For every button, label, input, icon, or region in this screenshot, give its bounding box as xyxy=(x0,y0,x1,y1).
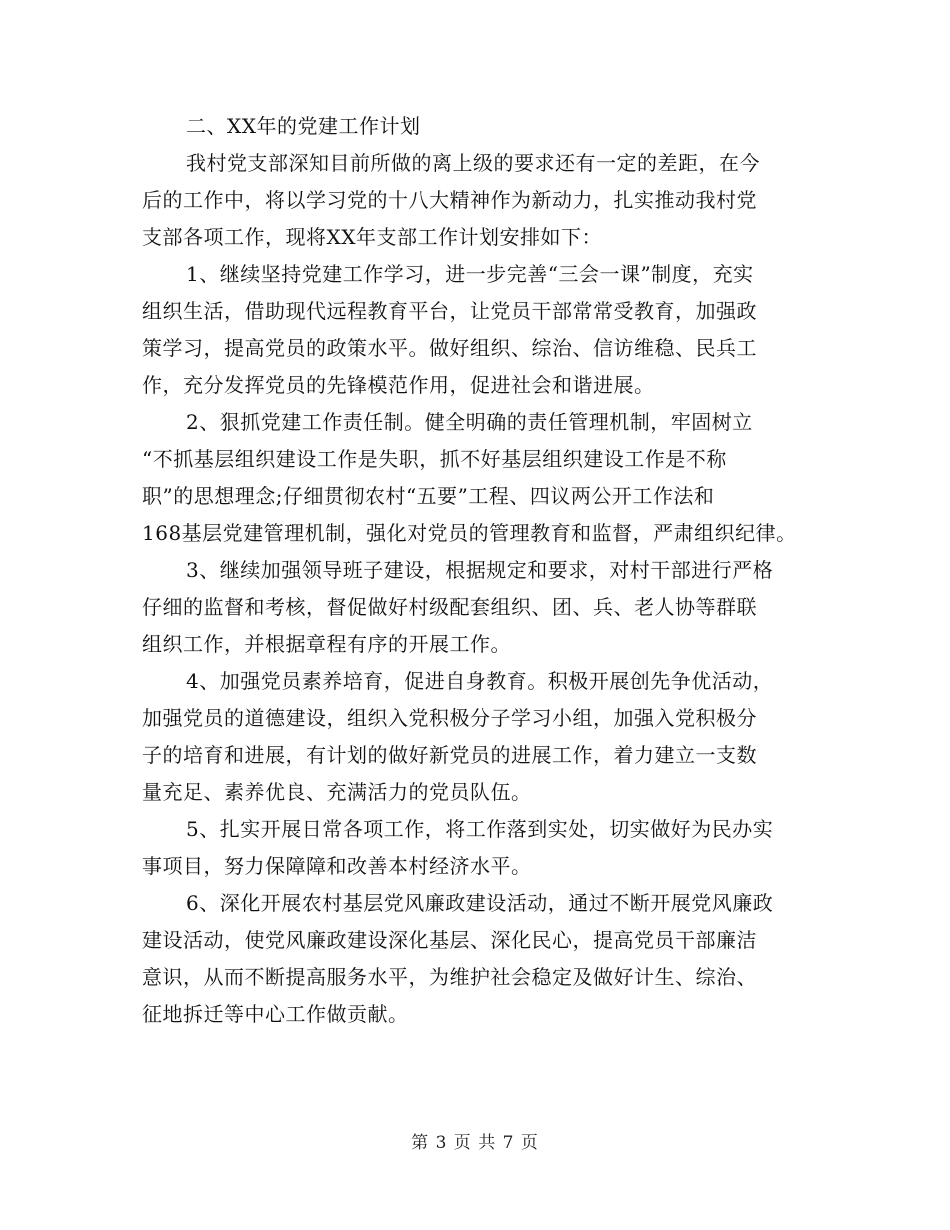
document-body xyxy=(142,108,822,1033)
paragraph-line: 作，充分发挥党员的先锋模范作用，促进社会和谐进展。 xyxy=(142,373,655,397)
paragraph-line: 加强党员的道德建设，组织入党积极分子学习小组，加强入党积极分 xyxy=(142,706,757,730)
paragraph-item-1 xyxy=(142,256,822,404)
paragraph-item-5 xyxy=(142,811,822,885)
paragraph-line: 支部各项工作，现将XX年支部工作计划安排如下： xyxy=(142,225,602,249)
paragraph-line: 168基层党建管理机制，强化对党员的管理教育和监督，严肃组织纪律。 xyxy=(142,521,797,545)
paragraph-item-3 xyxy=(142,552,822,663)
paragraph-line: 仔细的监督和考核，督促做好村级配套组织、团、兵、老人协等群联 xyxy=(142,595,757,619)
paragraph-line: 组织生活，借助现代远程教育平台，让党员干部常常受教育，加强政 xyxy=(142,299,757,323)
paragraph-line: 后的工作中，将以学习党的十八大精神作为新动力，扎实推动我村党 xyxy=(142,188,757,212)
paragraph-line: 事项目，努力保障障和改善本村经济水平。 xyxy=(142,854,532,878)
paragraph-line: 策学习，提高党员的政策水平。做好组织、综治、信访维稳、民兵工 xyxy=(142,336,757,360)
paragraph-line: 意识，从而不断提高服务水平，为维护社会稳定及做好计生、综治、 xyxy=(142,965,757,989)
paragraph-line: 2、狠抓党建工作责任制。健全明确的责任管理机制，牢固树立 xyxy=(186,410,753,434)
section-heading: 二、XX年的党建工作计划 xyxy=(186,114,421,138)
paragraph-intro xyxy=(142,145,822,256)
paragraph-line: 4、加强党员素养培育，促进自身教育。积极开展创先争优活动， xyxy=(186,669,774,693)
paragraph-line: 职”的思想理念;仔细贯彻农村“五要”工程、四议两公开工作法和 xyxy=(142,484,715,508)
paragraph-item-6 xyxy=(142,885,822,1033)
paragraph-item-2 xyxy=(142,404,822,552)
paragraph-line: 量充足、素养优良、充满活力的党员队伍。 xyxy=(142,780,532,804)
paragraph-line: 组织工作，并根据章程有序的开展工作。 xyxy=(142,632,511,656)
paragraph-line: 1、继续坚持党建工作学习，进一步完善“三会一课”制度，充实 xyxy=(186,262,754,286)
paragraph-line: “不抓基层组织建设工作是失职，抓不好基层组织建设工作是不称 xyxy=(142,447,727,471)
page-number-footer: 第 3 页 共 7 页 xyxy=(411,1133,539,1153)
paragraph-line: 建设活动，使党风廉政建设深化基层、深化民心，提高党员干部廉洁 xyxy=(142,928,757,952)
paragraph-line: 5、扎实开展日常各项工作，将工作落到实处，切实做好为民办实 xyxy=(186,817,774,841)
paragraph-line: 我村党支部深知目前所做的离上级的要求还有一定的差距，在今 xyxy=(186,151,760,175)
paragraph-item-4 xyxy=(142,663,822,811)
paragraph-line: 子的培育和进展，有计划的做好新党员的进展工作，着力建立一支数 xyxy=(142,743,757,767)
paragraph-line: 征地拆迁等中心工作做贡献。 xyxy=(142,1002,409,1026)
paragraph-line: 6、深化开展农村基层党风廉政建设活动，通过不断开展党风廉政 xyxy=(186,891,774,915)
paragraph-line: 3、继续加强领导班子建设，根据规定和要求，对村干部进行严格 xyxy=(186,558,774,582)
